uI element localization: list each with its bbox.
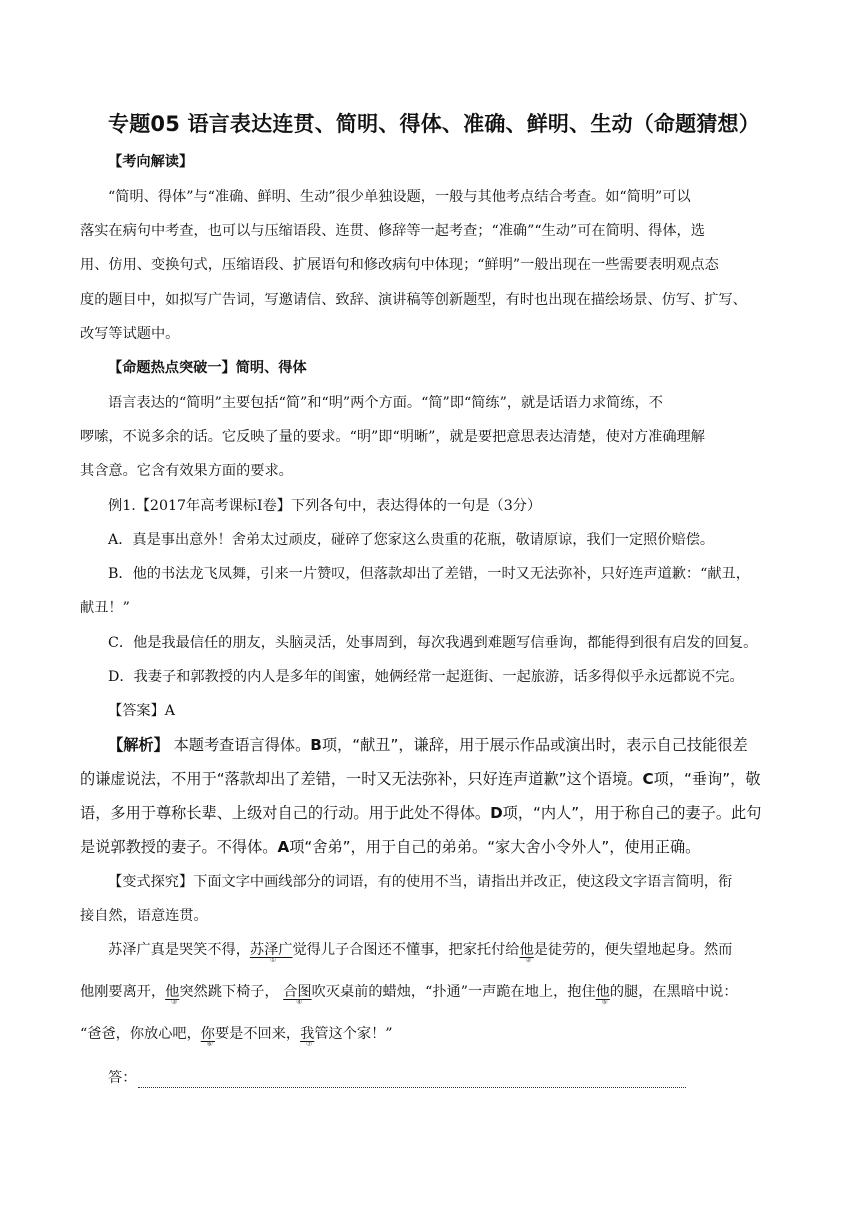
marker-7: ⑦ (305, 1040, 313, 1048)
option-b: B．他的书法龙飞凤舞，引来一片赞叹，但落款却出了差错，一时又无法弥补，只好连声道歉：“献丑， (108, 566, 750, 582)
marker-4: ④ (296, 998, 303, 1006)
analysis-text: 的谦虚说法，不用于“落款却出了差错，一时又无法弥补，只好连声道歉”这个语境。 (80, 770, 643, 788)
option-letter: A (277, 838, 290, 856)
passage-line (80, 1024, 780, 1048)
variant-heading: 【变式探究】下面文字中画线部分的词语，有的使用不当，请指出并改正，使这段文字语言简明，衔 (108, 874, 733, 890)
option-letter: D (490, 804, 503, 822)
marker-2: ② (525, 956, 532, 964)
passage-text: 吹灭桌前的蜡烛，“扑通”一声跪在地上，抱住 (311, 984, 596, 1000)
paragraph-line: 改写等试题中。 (80, 326, 180, 342)
paragraph-line: 其含意。它含有效果方面的要求。 (80, 463, 293, 479)
paragraph-line: “简明、得体”与“准确、鲜明、生动”很少单独设题，一般与其他考点结合考查。如“简明”可以 (108, 189, 691, 205)
passage-text: 苏泽广真是哭笑不得， (108, 942, 250, 958)
passage-text: 他刚要离开， (80, 984, 166, 1000)
underlined-word-2 (519, 942, 534, 964)
paragraph-line: 用、仿用、变换句式，压缩语段、扩展语句和修改病句中体现；“鲜明”一般出现在一些需要表明观点态 (80, 257, 719, 273)
passage-text: “爸爸，你放心吧， (80, 1026, 201, 1042)
underlined-word-5 (595, 984, 610, 1006)
underlined-text: 合图 (283, 984, 312, 1000)
passage-text: 要是不回来， (214, 1026, 301, 1042)
analysis-label: 【解析】 (108, 736, 169, 754)
underlined-text: 他 (595, 984, 610, 1000)
section-heading-hotspot: 【命题热点突破一】简明、得体 (108, 360, 307, 376)
marker-1: ① (269, 956, 277, 964)
page-title: 专题05 语言表达连贯、简明、得体、准确、鲜明、生动（命题猜想） (108, 112, 760, 136)
analysis-text: 语，多用于尊称长辈、上级对自己的行动。用于此处不得体。 (80, 804, 491, 822)
analysis-line (80, 769, 780, 789)
analysis-text: 本题考查语言得体。 (173, 736, 311, 754)
paragraph-line: 度的题目中，如拟写广告词，写邀请信、致辞、演讲稿等创新题型，有时也出现在描绘场景、仿写、扩写、 (80, 292, 747, 308)
analysis-line (80, 837, 780, 857)
option-letter: B (310, 736, 322, 754)
analysis-line (108, 735, 808, 755)
analysis-line (80, 803, 780, 823)
underlined-text: 他 (165, 984, 180, 1000)
option-a: A．真是事出意外！舍弟太过顽皮，碰碎了您家这么贵重的花瓶，敬请原谅，我们一定照价赔偿。 (108, 532, 715, 548)
underlined-text: 苏泽广 (249, 942, 293, 958)
section-heading-kaoxiang: 【考向解读】 (108, 154, 194, 170)
marker-3: ③ (170, 998, 178, 1006)
analysis-text: 项“舍弟”，用于自己的弟弟。“家大舍小令外人”，使用正确。 (289, 838, 701, 856)
underlined-text: 你 (200, 1026, 215, 1042)
option-d: D．我妻子和郭教授的内人是多年的闺蜜，她俩经常一起逛街、一起旅游，话多得似乎永远都说不完。 (108, 669, 744, 685)
paragraph-line: 啰嗦，不说多余的话。它反映了量的要求。“明”即“明晰”，就是要把意思表达清楚，使对方准确理解 (80, 429, 705, 445)
passage-line (80, 982, 780, 1006)
passage-text: 管这个家！” (314, 1026, 393, 1042)
marker-5: ⑤ (601, 998, 608, 1006)
passage-line (108, 940, 808, 964)
option-letter: C (642, 770, 654, 788)
underlined-word-4 (283, 984, 312, 1006)
answer-line: 【答案】A (108, 703, 175, 719)
underlined-word-6 (200, 1026, 215, 1048)
answer-blank[interactable] (138, 1073, 686, 1088)
marker-6: ⑥ (206, 1040, 213, 1048)
option-b-continued: 献丑！” (80, 600, 130, 616)
passage-text: 的腿，在黑暗中说： (609, 984, 738, 1000)
paragraph-line: 语言表达的“简明”主要包括“简”和“明”两个方面。“简”即“简练”，就是话语力求简练，不 (108, 395, 663, 411)
analysis-text: 项，“内人”，用于称自己的妻子。此句 (502, 804, 762, 822)
passage-text: 觉得儿子合图还不懂事，把家托付给 (292, 942, 520, 958)
underlined-text: 我 (300, 1026, 315, 1042)
underlined-word-1 (249, 942, 293, 964)
variant-line: 接自然，语意连贯。 (80, 908, 208, 924)
analysis-text: 是说郭教授的妻子。不得体。 (80, 838, 278, 856)
example-question: 例1.【2017年高考课标Ⅰ卷】下列各句中，表达得体的一句是（3分） (108, 498, 542, 514)
passage-text: 突然跳下椅子， (179, 984, 279, 1000)
underlined-word-7 (300, 1026, 315, 1048)
analysis-text: 项，“献丑”，谦辞，用于展示作品或演出时，表示自己技能很差 (321, 736, 748, 754)
passage-text: 是徒劳的，便失望地起身。然而 (533, 942, 733, 958)
paragraph-line: 落实在病句中考查，也可以与压缩语段、连贯、修辞等一起考查；“准确”“生动”可在简明、得体，选 (80, 223, 705, 239)
answer-label: 答： (108, 1070, 137, 1086)
underlined-word-3 (165, 984, 180, 1006)
analysis-text: 项，“垂询”，敬 (653, 770, 761, 788)
option-c: C．他是我最信任的朋友，头脑灵活，处事周到，每次我遇到难题写信垂询，都能得到很有启发的回复。 (108, 635, 758, 651)
answer-field (108, 1068, 808, 1088)
underlined-text: 他 (519, 942, 534, 958)
